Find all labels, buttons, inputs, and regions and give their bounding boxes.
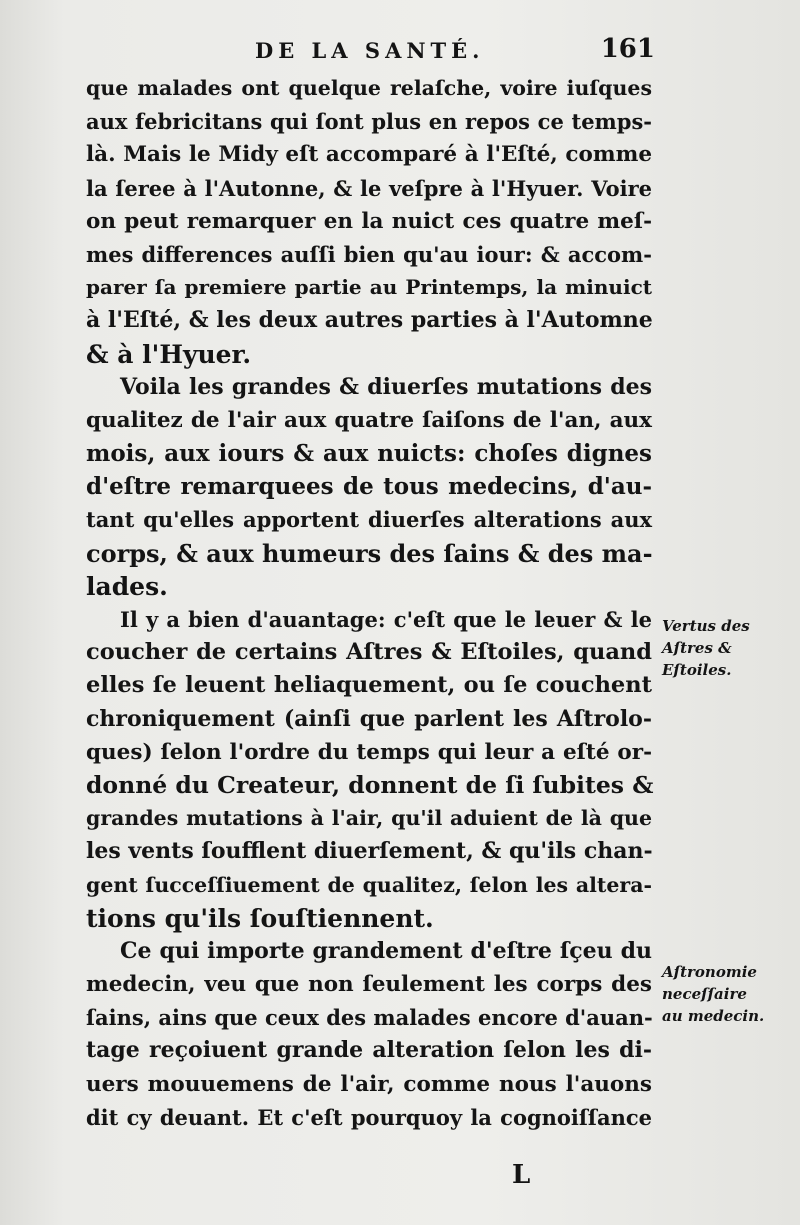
text-line: tant qu'elles apportent diuerſes alterations aux — [86, 507, 652, 533]
text-line: lades. — [86, 571, 168, 601]
margin-note-astronomie — [662, 961, 792, 1027]
paragraph-1 — [86, 72, 652, 371]
margin-note-line: Aſtronomie — [662, 963, 757, 981]
text-line: & à l'Hyuer. — [86, 339, 252, 369]
text-line: mois, aux iours & aux nuicts: choſes dignes — [86, 440, 652, 468]
text-line: ſains, ains que ceux des malades encore d'auan- — [86, 1005, 653, 1031]
text-line: dit cy deuant. Et c'eſt pourquoy la cognoiſſance — [86, 1104, 652, 1130]
page-header — [255, 34, 655, 68]
text-line: corps, & aux humeurs des ſains & des ma- — [86, 538, 653, 568]
catchword: L — [512, 1160, 531, 1190]
text-line: coucher de certains Aſtres & Eſtoiles, quand — [86, 639, 652, 666]
margin-note-line: Aſtres & — [662, 639, 732, 657]
running-head: DE LA SANTÉ. — [255, 38, 485, 63]
body-text — [86, 72, 652, 1134]
text-line: tions qu'ils ſouſtiennent. — [86, 903, 434, 933]
text-line: les vents ſoufflent diuerſement, & qu'ils chan- — [86, 838, 653, 865]
text-line: d'eſtre remarquees de tous medecins, d'au- — [86, 473, 652, 501]
text-line: parer ſa premiere partie au Printemps, la minuict — [86, 275, 652, 300]
margin-note-line: neceſſaire — [662, 985, 747, 1003]
text-line: mes differences auſſi bien qu'au iour: & accom- — [86, 241, 652, 267]
text-line: tage reçoiuent grande alteration ſelon les di- — [86, 1037, 652, 1064]
text-line: que malades ont quelque relaſche, voire iuſques — [86, 76, 652, 100]
text-line: gent ſucceſſiuement de qualitez, ſelon les altera- — [86, 872, 652, 897]
text-line: ques) ſelon l'ordre du temps qui leur a eſté or- — [86, 739, 652, 765]
text-line: aux febricitans qui ſont plus en repos ce temps- — [86, 109, 652, 135]
text-line: là. Mais le Midy eſt accomparé à l'Eſté, comme — [86, 142, 652, 168]
text-line: elles ſe leuent heliaquement, ou ſe couchent — [86, 672, 652, 699]
page-number: 161 — [600, 34, 655, 64]
text-line: Ce qui importe grandement d'eſtre ſçeu du — [120, 937, 652, 964]
text-line: on peut remarquer en la nuict ces quatre meſ- — [86, 208, 652, 234]
margin-note-line: au medecin. — [662, 1007, 765, 1025]
paragraph-4 — [86, 935, 652, 1134]
text-line: qualitez de l'air aux quatre ſaiſons de l'an, aux — [86, 407, 652, 433]
text-line: grandes mutations à l'air, qu'il aduient de là que — [86, 806, 652, 831]
text-line: Il y a bien d'auantage: c'eſt que le leuer & le — [120, 607, 652, 632]
text-line: la ſeree à l'Autonne, & le veſpre à l'Hyuer. Voire — [86, 175, 652, 201]
paragraph-3 — [86, 603, 652, 935]
margin-note-line: Vertus des — [662, 617, 750, 635]
margin-note-astres — [662, 615, 792, 681]
paragraph-2 — [86, 371, 652, 603]
text-line: Voila les grandes & diuerſes mutations des — [120, 373, 652, 400]
text-line: medecin, veu que non ſeulement les corps des — [86, 972, 652, 998]
text-line: à l'Eſté, & les deux autres parties à l'Automne — [86, 307, 653, 334]
text-line: donné du Createur, donnent de ſi ſubites & — [86, 770, 654, 799]
margin-note-line: Eſtoiles. — [662, 661, 732, 679]
text-line: chroniquement (ainſi que parlent les Aſtrolo- — [86, 705, 652, 732]
text-line: uers mouuemens de l'air, comme nous l'auons — [86, 1071, 652, 1097]
